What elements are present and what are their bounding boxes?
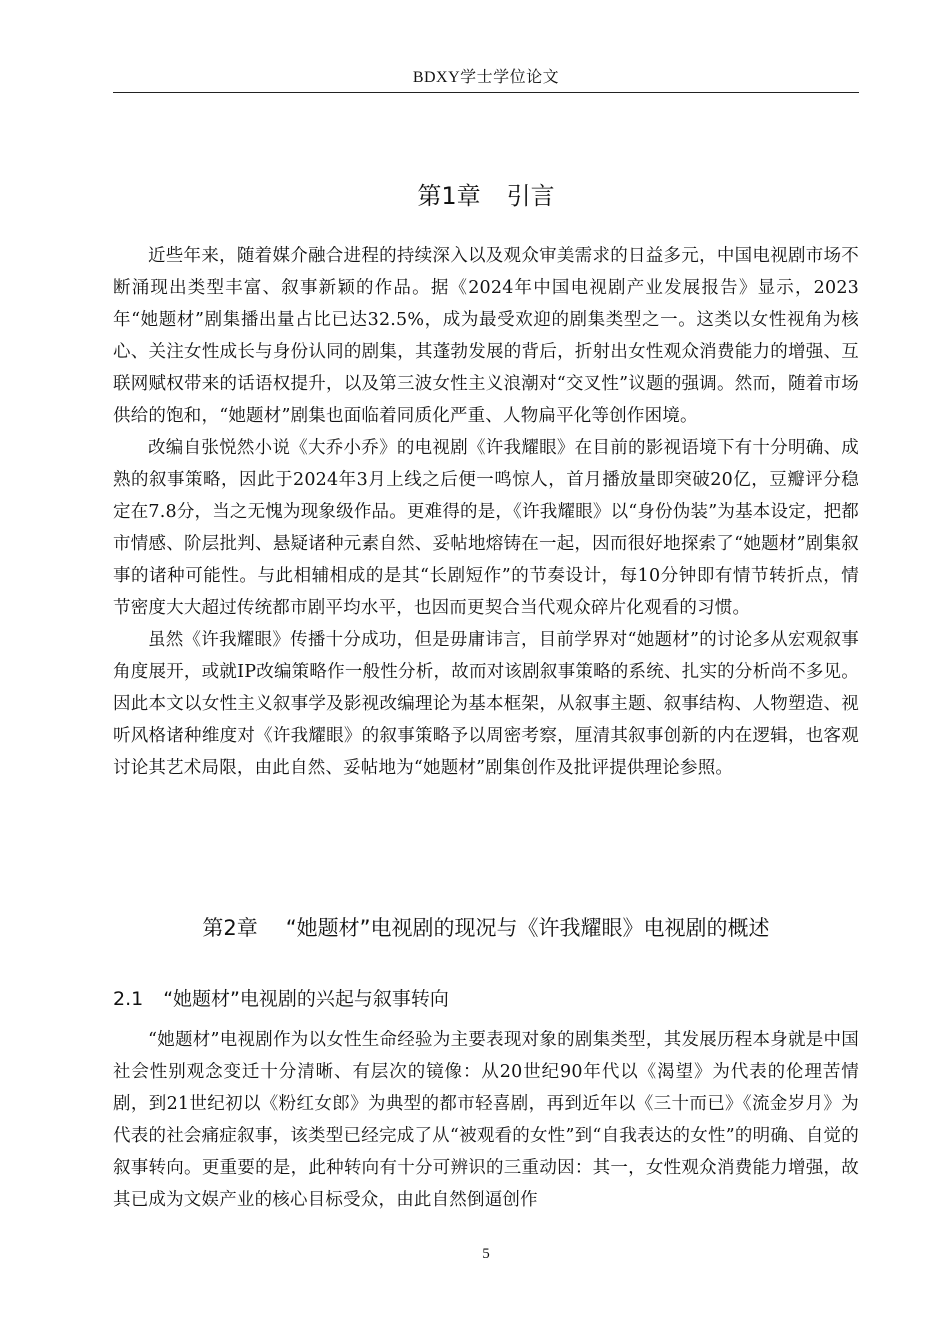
chapter-2-number: 第2章 — [202, 916, 258, 940]
section-2-1-number: 2.1 — [113, 988, 144, 1010]
section-2-1-body — [113, 1024, 859, 1216]
intro-paragraph-1: 近些年来，随着媒介融合进程的持续深入以及观众审美需求的日益多元，中国电视剧市场不断涌现出类型丰富、叙事新颖的作品。据《2024年中国电视剧产业发展报告》显示，2023年“她题材”剧集播出量占比已达32.5%，成为最受欢迎的剧集类型之一。这类以女性视角为核心、关注女性成长与身份认同的剧集，其蓬勃发展的背后，折射出女性观众消费能力的增强、互联网赋权带来的话语权提升，以及第三波女性主义浪潮对“交叉性”议题的强调。然而，随着市场供给的饱和，“她题材”剧集也面临着同质化严重、人物扁平化等创作困境。 — [113, 246, 859, 426]
intro-paragraph-2: 改编自张悦然小说《大乔小乔》的电视剧《许我耀眼》在目前的影视语境下有十分明确、成熟的叙事策略，因此于2024年3月上线之后便一鸣惊人，首月播放量即突破20亿，豆瓣评分稳定在7.8分，当之无愧为现象级作品。更难得的是，《许我耀眼》以“身份伪装”为基本设定，把都市情感、阶层批判、悬疑诸种元素自然、妥帖地熔铸在一起，因而很好地探索了“她题材”剧集叙事的诸种可能性。与此相辅相成的是其“长剧短作”的节奏设计，每10分钟即有情节转折点，情节密度大大超过传统都市剧平均水平，也因而更契合当代观众碎片化观看的习惯。 — [113, 438, 859, 618]
section-2-1-paragraph: “她题材”电视剧作为以女性生命经验为主要表现对象的剧集类型，其发展历程本身就是中国社会性别观念变迁十分清晰、有层次的镜像：从20世纪90年代以《渴望》为代表的伦理苦情剧，到21世纪初以《粉红女郎》为典型的都市轻喜剧，再到近年以《三十而已》《流金岁月》为代表的社会痛症叙事，该类型已经完成了从“被观看的女性”到“自我表达的女性”的明确、自觉的叙事转向。更重要的是，此种转向有十分可辨识的三重动因：其一，女性观众消费能力增强，故其已成为文娱产业的核心目标受众，由此自然倒逼创作 — [113, 1030, 859, 1210]
running-header: BDXY学士学位论文 — [412, 69, 560, 86]
chapter-2-title: “她题材”电视剧的现况与《许我耀眼》电视剧的概述 — [285, 916, 770, 940]
header-divider — [113, 92, 859, 93]
chapter-1-body — [113, 240, 859, 784]
chapter-1-number: 第1章 — [417, 182, 481, 210]
chapter-2-heading — [113, 912, 859, 942]
section-2-1-title: “她题材”电视剧的兴起与叙事转向 — [163, 988, 449, 1010]
page-number: 5 — [482, 1246, 490, 1262]
chapter-1-heading — [113, 176, 859, 211]
chapter-1-title: 引言 — [506, 182, 555, 210]
intro-paragraph-3: 虽然《许我耀眼》传播十分成功，但是毋庸讳言，目前学界对“她题材”的讨论多从宏观叙事角度展开，或就IP改编策略作一般性分析，故而对该剧叙事策略的系统、扎实的分析尚不多见。因此本文以女性主义叙事学及影视改编理论为基本框架，从叙事主题、叙事结构、人物塑造、视听风格诸种维度对《许我耀眼》的叙事策略予以周密考察，厘清其叙事创新的内在逻辑，也客观讨论其艺术局限，由此自然、妥帖地为“她题材”剧集创作及批评提供理论参照。 — [113, 630, 859, 778]
section-2-1-heading — [113, 984, 859, 1011]
